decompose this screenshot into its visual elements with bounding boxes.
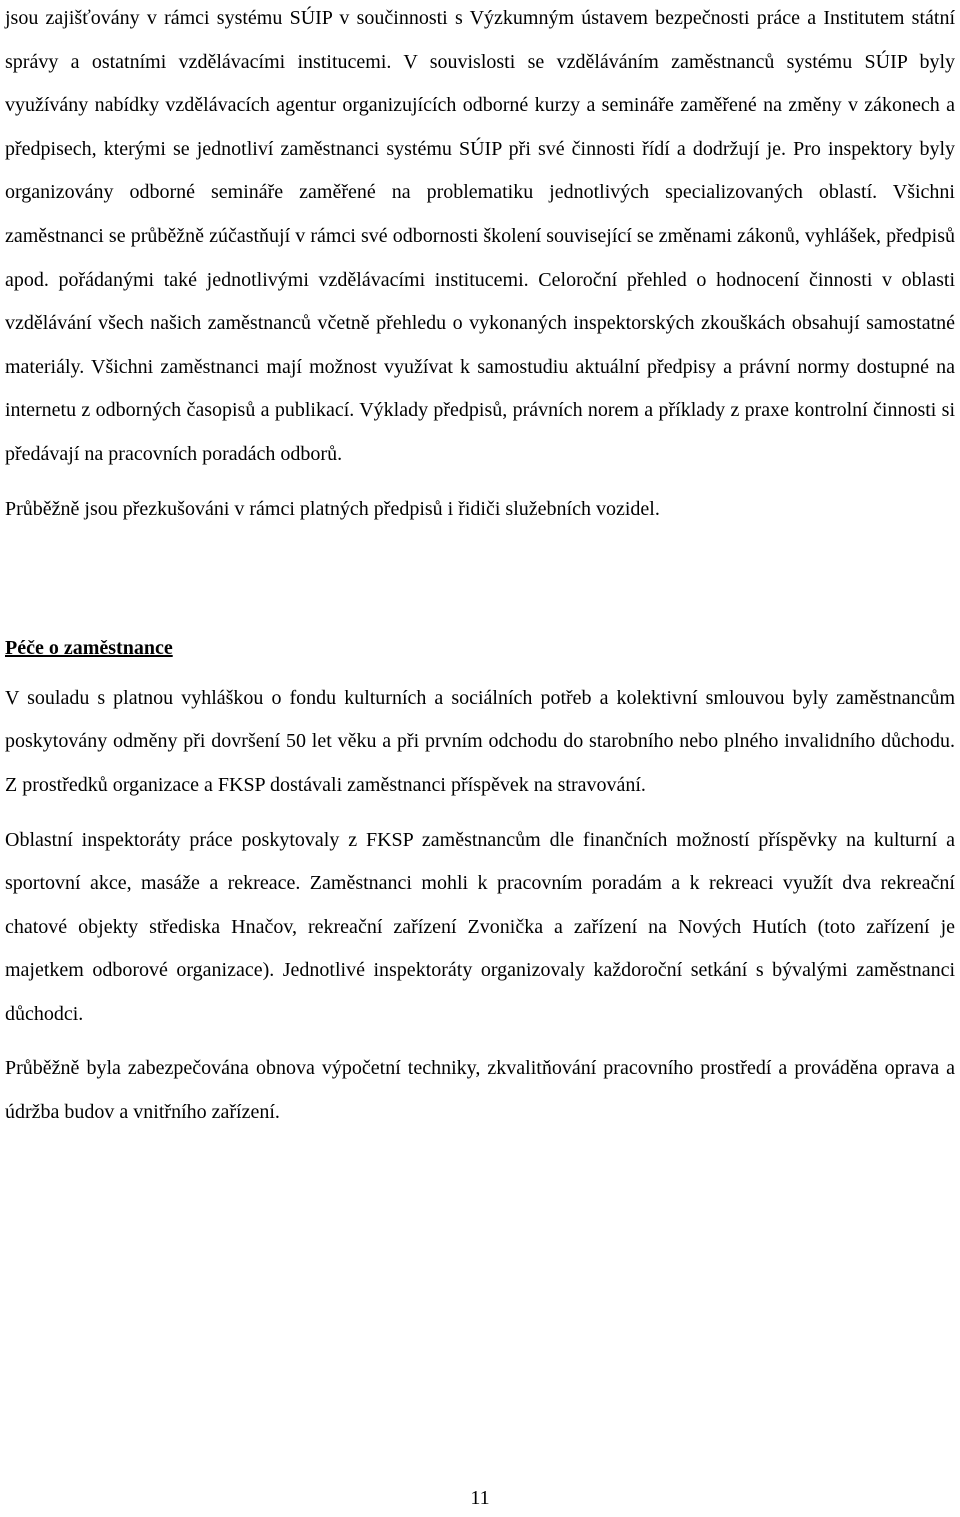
section-heading: Péče o zaměstnance xyxy=(5,637,173,660)
paragraph: Průběžně byla zabezpečována obnova výpočetní techniky, zkvalitňování pracovního prostředí a prováděna oprava a údržba budov a vnitřního zařízení. xyxy=(5,1057,955,1124)
paragraph: V souladu s platnou vyhláškou o fondu kulturních a sociálních potřeb a kolektivní smlouvou byly zaměstnancům poskytovány odměny při dovršení 50 let věku a při prvním odchodu do starobního nebo plného invalidního důchodu. Z prostředků organizace a FKSP dostávali zaměstnanci příspěvek na stravování. xyxy=(5,686,955,796)
document-page xyxy=(5,0,955,1517)
paragraph: Oblastní inspektoráty práce poskytovaly z FKSP zaměstnancům dle finančních možností příspěvky na kulturní a sportovní akce, masáže a rekreace. Zaměstnanci mohli k pracovním poradám a k rekreaci využít dva rekreační chatové objekty střediska Hnačov, rekreační zařízení Zvonička a zařízení na Nových Hutích (toto zařízení je majetkem odborové organizace). Jednotlivé inspektoráty organizovaly každoroční setkání s bývalými zaměstnanci důchodci. xyxy=(5,828,955,1025)
page-number: 11 xyxy=(470,1487,490,1509)
paragraph: Průběžně jsou přezkušováni v rámci platných předpisů i řidiči služebních vozidel. xyxy=(5,497,660,520)
paragraph: jsou zajišťovány v rámci systému SÚIP v součinnosti s Výzkumným ústavem bezpečnosti práce a Institutem státní správy a ostatními vzdělávacími institucemi. V souvislosti se vzděláváním zaměstnanců systému SÚIP byly využívány nabídky vzdělávacích agentur organizujících odborné kurzy a semináře zaměřené na změny v zákonech a předpisech, kterými se jednotliví zaměstnanci systému SÚIP při své činnosti řídí a dodržují je. Pro inspektory byly organizovány odborné semináře zaměřené na problematiku jednotlivých specializovaných oblastí. Všichni zaměstnanci se průběžně zúčastňují v rámci své odbornosti školení související se změnami zákonů, vyhlášek, předpisů apod. pořádanými také jednotlivými vzdělávacími institucemi. Celoroční přehled o hodnocení činnosti v oblasti vzdělávání všech našich zaměstnanců včetně přehledu o vykonaných inspektorských zkouškách obsahují samostatné materiály. Všichni zaměstnanci mají možnost využívat k samostudiu aktuální předpisy a právní normy dostupné na internetu z odborných časopisů a publikací. Výklady předpisů, právních norem a příklady z praxe kontrolní činnosti si předávají na pracovních poradách odborů. xyxy=(5,7,955,465)
